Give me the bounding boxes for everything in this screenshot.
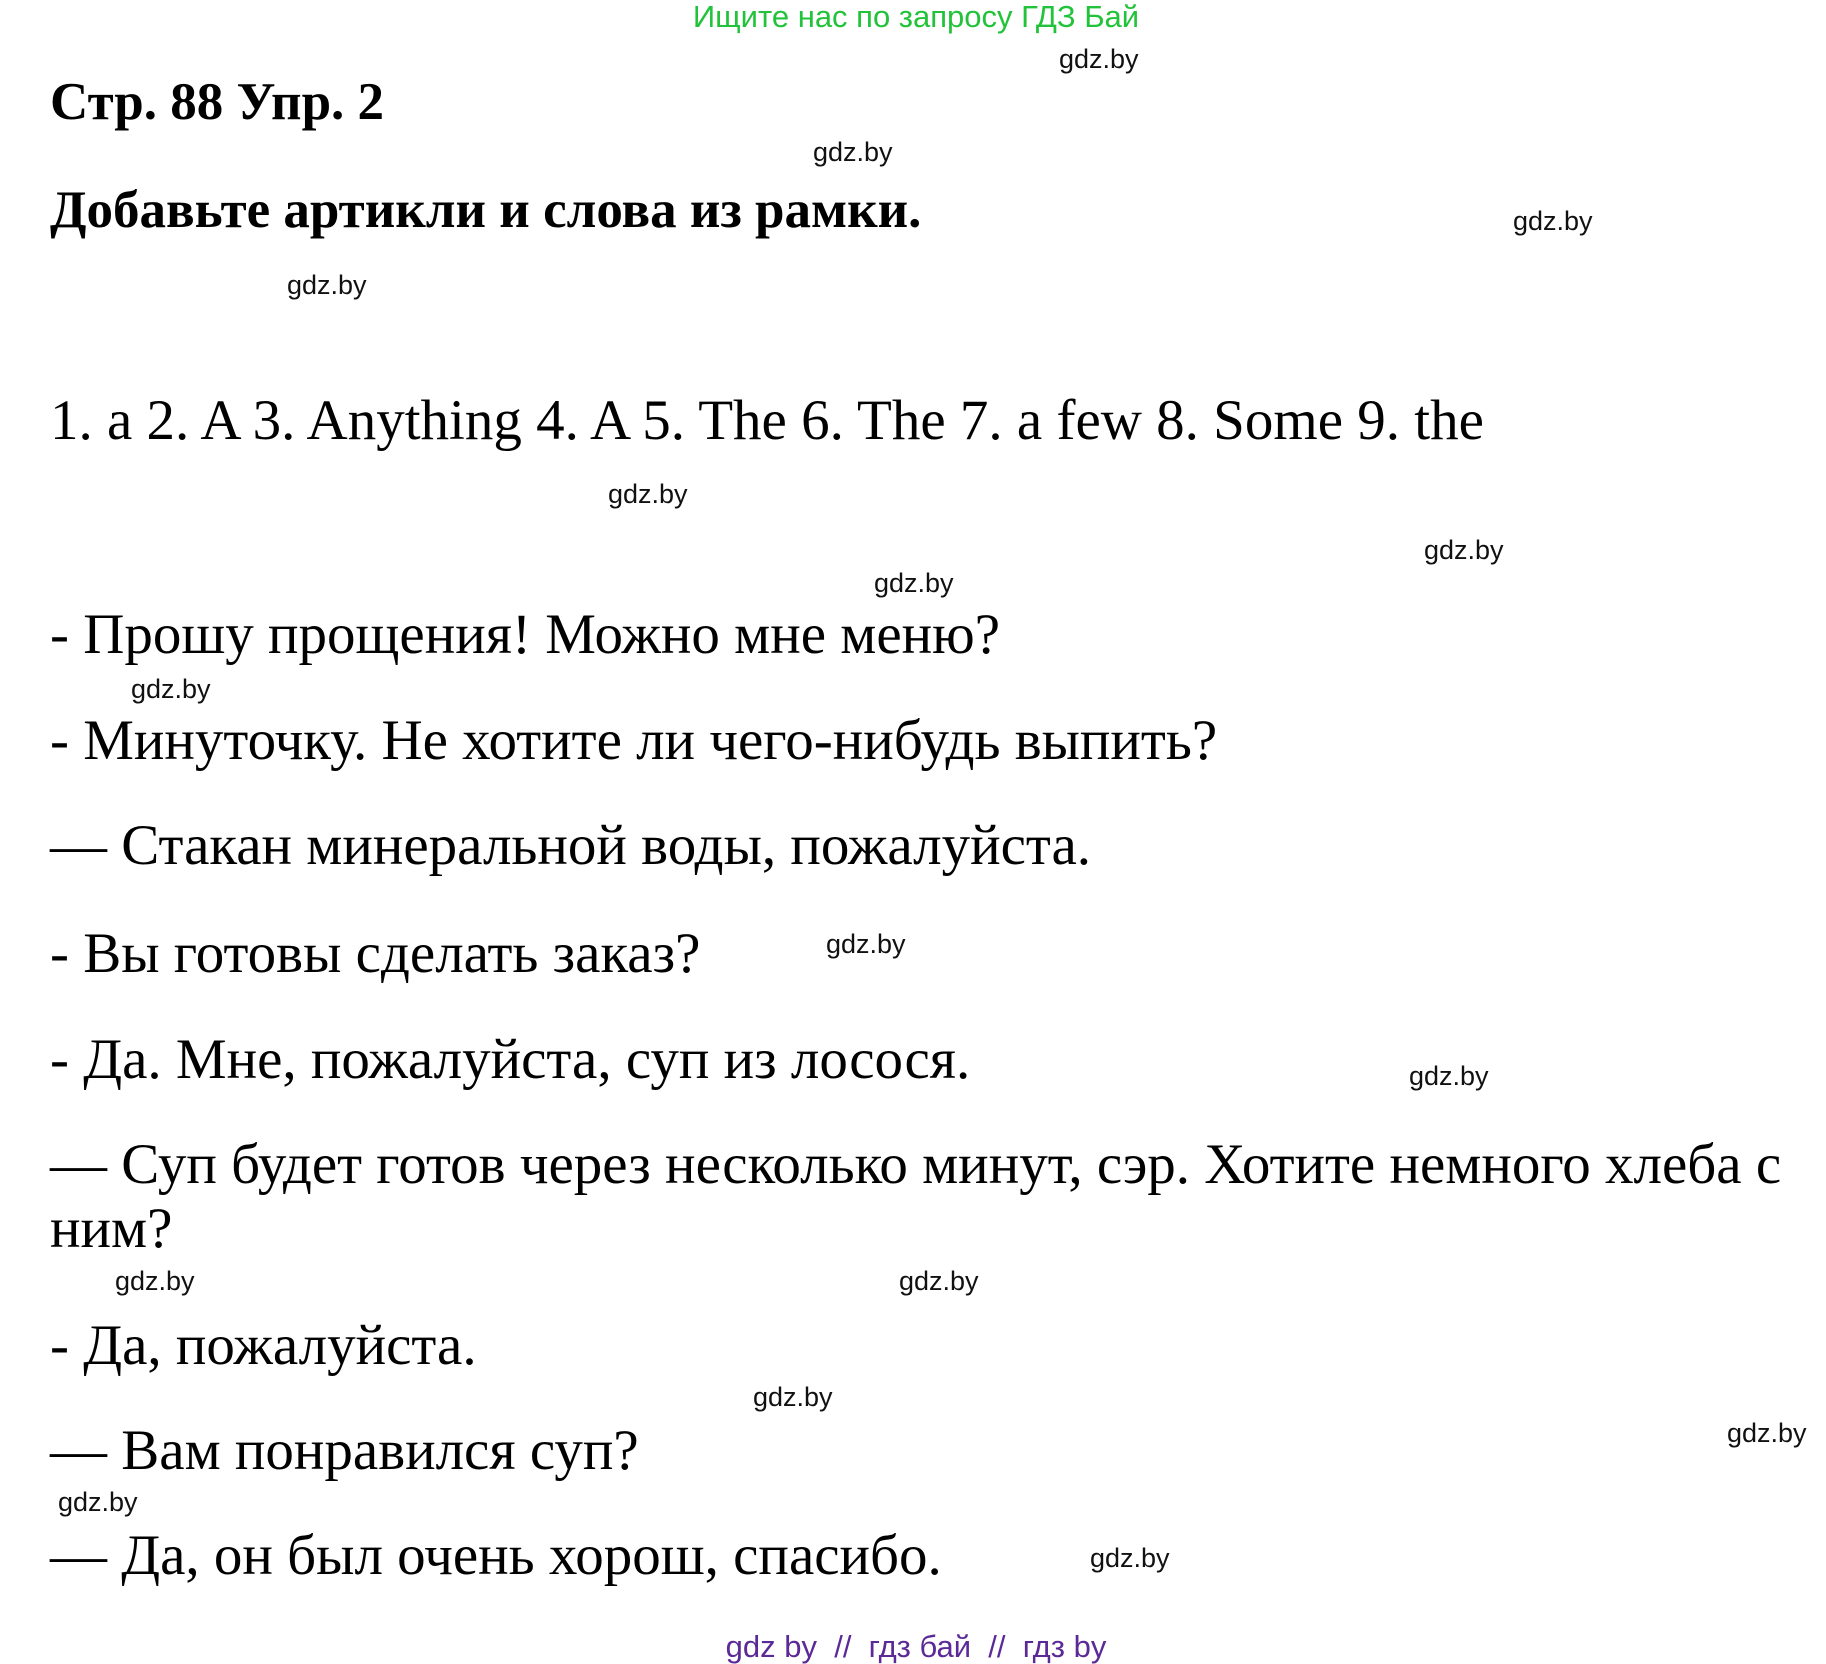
watermark: gdz.by: [1090, 1543, 1170, 1573]
watermark: gdz.by: [826, 929, 906, 959]
watermark: gdz.by: [1059, 44, 1139, 74]
dialogue-line: - Прошу прощения! Можно мне меню?: [50, 603, 1001, 666]
dialogue-line: — Вам понравился суп?: [50, 1419, 639, 1482]
dialogue-line: — Суп будет готов через несколько минут, сэр. Хотите немного хлеба с ним?: [50, 1133, 1782, 1260]
search-banner: Ищите нас по запросу ГДЗ Бай: [692, 0, 1140, 34]
watermark: gdz.by: [1513, 206, 1593, 236]
dialogue-line: - Да, пожалуйста.: [50, 1314, 477, 1377]
dialogue-line: - Вы готовы сделать заказ?: [50, 922, 701, 985]
dialogue-line: - Да. Мне, пожалуйста, суп из лосося.: [50, 1028, 971, 1091]
watermark: gdz.by: [608, 479, 688, 509]
watermark: gdz.by: [813, 137, 893, 167]
page-title: Стр. 88 Упр. 2: [50, 73, 385, 131]
dialogue-line: — Да, он был очень хорош, спасибо.: [50, 1524, 942, 1587]
footer-links: gdz by // гдз бай // гдз by: [725, 1629, 1107, 1664]
watermark: gdz.by: [131, 674, 211, 704]
exercise-instruction: Добавьте артикли и слова из рамки.: [50, 181, 922, 239]
watermark: gdz.by: [115, 1266, 195, 1296]
watermark: gdz.by: [753, 1382, 833, 1412]
watermark: gdz.by: [1727, 1418, 1807, 1448]
dialogue-line: — Стакан минеральной воды, пожалуйста.: [50, 814, 1092, 877]
watermark: gdz.by: [1424, 535, 1504, 565]
watermark: gdz.by: [1409, 1061, 1489, 1091]
answers-line: 1. a 2. A 3. Anything 4. A 5. The 6. The 7. a few 8. Some 9. the: [50, 389, 1484, 452]
watermark: gdz.by: [899, 1266, 979, 1296]
dialogue-line: - Минуточку. Не хотите ли чего-нибудь выпить?: [50, 709, 1218, 772]
watermark: gdz.by: [874, 568, 954, 598]
watermark: gdz.by: [287, 270, 367, 300]
watermark: gdz.by: [58, 1487, 138, 1517]
